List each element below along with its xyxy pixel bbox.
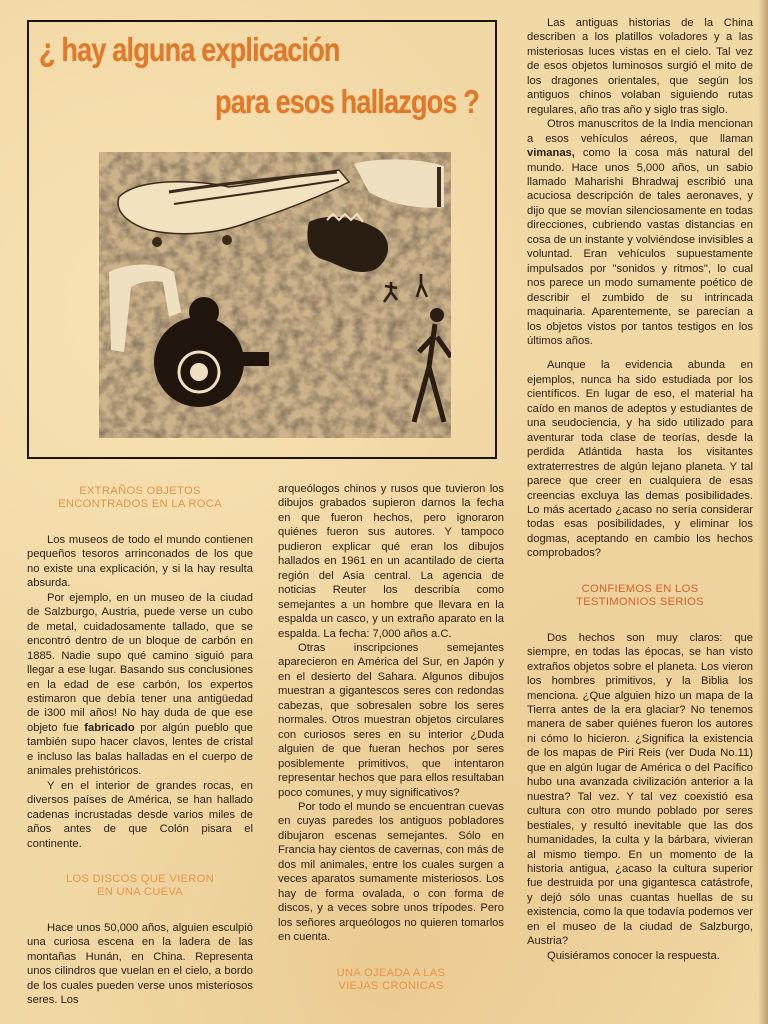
pole-mark [437, 167, 441, 207]
headline-line-1: ¿ hay alguna explicación [39, 31, 340, 68]
headline-line-2: para esos hallazgos ? [215, 83, 480, 120]
chronicles-paragraph-2-text-b: como la cosa más natural del mundo. Hace unos 5,000 años, un sabio llamado Maharishi Bhradwaj escribió una acuciosa descripción de tales aeronaves, y dijo que se movían silenciosamente en todas direcciones, cubriendo vastas distancias en cosa de un instante y volviéndose invisibles a voluntad. Eran vehículos supuestamente impulsados por "sonidos y ritmos", lo cual nos parece un modo sumamente poético de describir el zumbido de su intrincada maquinaria. Aparentemente, se parecían a los objetos vistos por tantos testigos en los últimos años. [527, 147, 753, 347]
section-title-rocks-line-1: EXTRAÑOS OBJETOS [79, 485, 201, 497]
chronicles-paragraph-2-bold: vimanas, [527, 147, 575, 160]
spacer [27, 899, 253, 921]
cave-painting-image [99, 152, 451, 438]
rocks-paragraph-2-text-a: Por ejemplo, en un museo de la ciudad de Salzburgo, Austria, puede verse un cubo de metal, cuidadosamente tallado, que se encontró dentro de un bloque de carbón en 1885. Nadie supo qué camino siguió para llegar a ese lugar. Basando sus conclusiones en la edad de ese carbón, los expertos estimaron que debía tener una antigüedad de i300 mil años! No hay duda de que ese objeto fue [27, 591, 253, 734]
disc-rider-head [189, 297, 219, 327]
spacer [27, 851, 253, 873]
spacer [278, 945, 504, 967]
spacer [527, 348, 753, 358]
cylinder-wheel [222, 235, 232, 245]
spacer [527, 609, 753, 631]
chronicles-paragraph-3: Aunque la evidencia abunda en ejemplos, nunca ha sido estudiada por los científicos. En lugar de eso, el material ha caído en manos de adeptos y estudiantes de una seudociencia, y ha sido utilizado para aventurar toda clase de teorías, desde la perdida Atlántida hasta los visitantes extraterrestres de algún lejano planeta. Y tal parece que creer en cualquiera de esas creencias excluya las demas posibilidades. Lo más acertado ¿acaso no sería considerar todas esas posibilidades, y eliminar los dogmas, aceptando en cambio los hechos comprobados? [527, 359, 753, 560]
discs-paragraph-3: Por todo el mundo se encuentran cuevas en cuyas paredes los antiguos pobladores dibujaron escenas semejantes. Sólo en Francia hay cientos de cavernas, con más de dos mil animales, entre los cuales surgen a veces aparatos sumamente misteriosos. Los hay de forma ovalada, o con forma de discos, y a veces sobre unos trípodes. Pero los señores arqueólogos no quieren tomarlos en cuenta. [278, 800, 504, 944]
disc-center [190, 363, 208, 381]
rocks-paragraph-1: Los museos de todo el mundo contienen pequeños tesoros arrinconados de los que no existe una explicación, y si la hay resulta absurda. [27, 534, 253, 590]
section-title-rocks-line-2: ENCONTRADOS EN LA ROCA [58, 498, 222, 510]
discs-paragraph-2: Otras inscripciones semejantes aparecieron en América del Sur, en Japón y en el desierto del Sahara. Algunos dibujos muestran a gigantescos seres con redondas cabezas, que sobresalen sobre los seres normales. Otros muestran objetos circulares con curiosos seres en su interior ¿Duda alguien de que fueran hechos por seres posiblemente primitivos, que intentaron representar hechos que para ellos resultaban poco comunes, y muy significativos? [278, 641, 504, 799]
discs-paragraph-1-continued: arqueólogos chinos y rusos que tuvieron los dibujos grabados supieron darnos la fecha en que fueron hechos, pero ignoraron quiénes fueron sus autores. Y tampoco pudieron explicar qué eran los dibujos hallados en 1961 en un acantilado de cierta región del Asia central. La agencia de noticias Reuter los describía como semejantes a un hombre que llevara en la espalda un casco, y un extraño aparato en la espalda. La fecha: 7,000 años a.C. [278, 483, 504, 640]
column-middle [278, 482, 504, 993]
spacer [527, 561, 753, 583]
section-title-discs-line-2: EN UNA CUEVA [96, 885, 184, 898]
column-left [27, 485, 253, 1008]
disc-handle [239, 352, 269, 366]
page-edge-shadow [758, 0, 768, 1024]
cylinder-wheel [152, 237, 162, 247]
headline-box [27, 20, 497, 459]
rocks-paragraph-2 [27, 591, 253, 779]
spacer [27, 511, 253, 533]
discs-paragraph-1: Hace unos 50,000 años, alguien esculpió una curiosa escena en la ladera de las montañas Hunán, en China. Representa unos cilindros que vuelan en el cielo, a bordo de los cuales pueden verse unos misteriosos seres. Los [27, 921, 253, 1007]
section-title-chronicles-line-2: VIEJAS CRONICAS [338, 979, 444, 992]
section-title-testimonies-line-1: CONFIEMOS EN LOS [581, 582, 699, 595]
testimonies-paragraph-1: Dos hechos son muy claros: que siempre, en todas las épocas, se han visto extraños objetos sobre el planeta. Los vieron los hombres primitivos, y la Biblia los menciona. ¿Que alguien hizo un mapa de la Tierra antes de la era glaciar? No tenemos manera de saber quiénes fueron los autores ni cómo lo hicieron. ¿Significa la existencia de los mapas de Piri Reis (ver Duda No.11) que en algún lugar de América o del Pacífico hubo una avanzada civilización anterior a la nuestra? Tal vez. Y tal vez coexistió esa cultura con otro mundo poblado por seres bestiales, y resultó inevitable que las dos humanidades, la culta y la bárbara, vivieran al mismo tiempo. En un momento de la historia antigua, ¿acaso la cultura superior fue destruida por una gigantesca catástrofe, y dejó sólo unas cuantas huellas de su existencia, como la que todavía podemos ver en el museo de la ciudad de Salzburgo, Austria? [527, 631, 753, 948]
section-title-testimonies-line-2: TESTIMONIOS SERIOS [576, 595, 704, 608]
column-right [527, 16, 753, 963]
section-title-chronicles-line-1: UNA OJEADA A LAS [336, 966, 446, 979]
rocks-paragraph-3: Y en el interior de grandes rocas, en diversos países de América, se han hallado cadenas incrustadas desde varios miles de años antes de que Colón pisara el continente. [27, 779, 253, 850]
section-title-discs-line-1: LOS DISCOS QUE VIERON [65, 872, 215, 885]
rocks-paragraph-2-bold: fabricado [84, 721, 135, 734]
chronicles-paragraph-2 [527, 117, 753, 348]
chronicles-paragraph-1: Las antiguas historias de la China describen a los platillos voladores y a las misteriosas luces vistas en el cielo. Tal vez de esos objetos luminosos surgió el mito de los dragones orientales, que según los antiguos chinos volaban siguiendo rutas regulares, año tras año y siglo tras siglo. [527, 17, 753, 116]
tall-figure-head [430, 308, 444, 322]
testimonies-paragraph-2: Quisiéramos conocer la respuesta. [547, 949, 720, 962]
chronicles-paragraph-2-text-a: Otros manuscritos de la India mencionan a esos vehículos aéreos, que llaman [527, 118, 753, 145]
rocks-paragraph-2-text-b: por algún pueblo que también supo hacer clavos, lentes de cristal e incluso las balas halladas en el cuerpo de animales prehistóricos. [27, 721, 253, 778]
